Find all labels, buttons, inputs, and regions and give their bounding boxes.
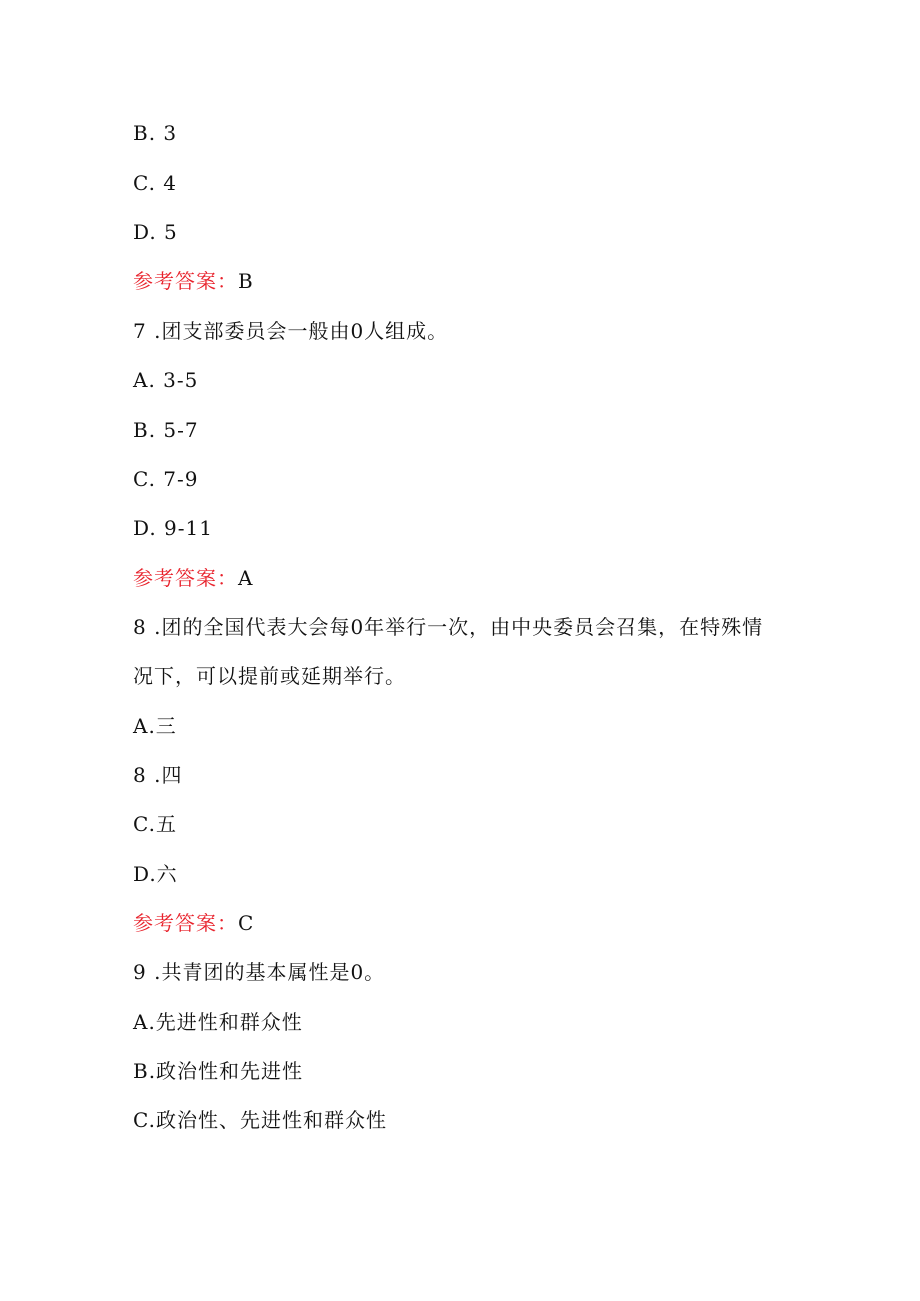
option-line: D. 5 [133,220,178,244]
option-line: B. 3 [133,121,178,145]
option-line: B.政治性和先进性 [133,1059,304,1083]
question-line: 7 .团支部委员会一般由0人组成。 [133,319,449,343]
option-line: C.政治性、先进性和群众性 [133,1108,387,1132]
option-line: 8 .四 [133,763,183,787]
answer-label: 参考答案： [133,566,238,590]
answer-line [133,566,253,590]
answer-line [133,911,254,935]
answer-value: A [238,566,254,590]
option-line: B. 5-7 [133,418,199,442]
answer-value: C [238,911,255,935]
option-line: A.先进性和群众性 [133,1010,303,1034]
option-line: D.六 [133,862,178,886]
option-line: A. 3-5 [133,368,199,392]
answer-line [133,269,254,293]
question-line: 9 .共青团的基本属性是0。 [133,960,386,984]
option-line: A.三 [133,714,177,738]
option-line: C. 7-9 [133,467,199,491]
question-line: 况下，可以提前或延期举行。 [133,664,406,688]
option-line: C.五 [133,812,177,836]
option-line: D. 9-11 [133,516,213,540]
answer-label: 参考答案： [133,911,238,935]
option-line: C. 4 [133,171,178,195]
answer-value: B [238,269,254,293]
answer-label: 参考答案： [133,269,238,293]
question-line: 8 .团的全国代表大会每0年举行一次，由中央委员会召集，在特殊情 [133,615,764,639]
